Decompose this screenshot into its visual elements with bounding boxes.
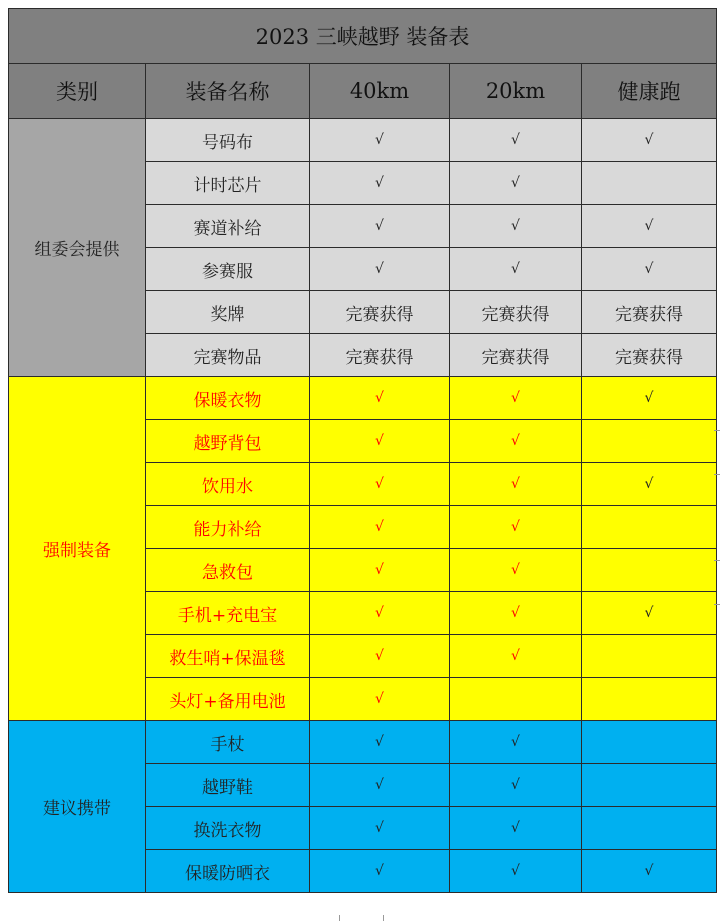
cell-fun-run	[582, 807, 717, 850]
cell-fun-run: 完赛获得	[582, 291, 717, 334]
cell-fun-run	[582, 506, 717, 549]
cell-20km: √	[450, 162, 582, 205]
cell-fun-run: √	[582, 119, 717, 162]
cell-40km: √	[310, 162, 450, 205]
cell-40km: √	[310, 549, 450, 592]
cell-20km: 完赛获得	[450, 334, 582, 377]
equipment-name-cell: 越野背包	[146, 420, 310, 463]
category-mandatory: 强制装备	[9, 377, 146, 721]
equipment-name-cell: 保暖防晒衣	[146, 850, 310, 893]
cell-fun-run: √	[582, 592, 717, 635]
cell-fun-run	[582, 420, 717, 463]
cell-fun-run	[582, 764, 717, 807]
equipment-name-cell: 保暖衣物	[146, 377, 310, 420]
equipment-table	[8, 8, 717, 893]
cell-40km: √	[310, 119, 450, 162]
gridline-mark	[714, 474, 720, 475]
cell-40km: √	[310, 420, 450, 463]
gridline-mark	[383, 915, 384, 921]
cell-fun-run	[582, 549, 717, 592]
equipment-name-cell: 救生哨+保温毯	[146, 635, 310, 678]
equipment-name-cell: 完赛物品	[146, 334, 310, 377]
cell-20km	[450, 678, 582, 721]
cell-20km: √	[450, 205, 582, 248]
cell-fun-run: √	[582, 377, 717, 420]
cell-fun-run: √	[582, 463, 717, 506]
equipment-name-cell: 饮用水	[146, 463, 310, 506]
cell-40km: √	[310, 248, 450, 291]
equipment-name-cell: 奖牌	[146, 291, 310, 334]
equipment-name-cell: 参赛服	[146, 248, 310, 291]
cell-fun-run: 完赛获得	[582, 334, 717, 377]
cell-20km: √	[450, 506, 582, 549]
cell-20km: √	[450, 764, 582, 807]
equipment-name-cell: 计时芯片	[146, 162, 310, 205]
cell-20km: √	[450, 635, 582, 678]
equipment-name-cell: 急救包	[146, 549, 310, 592]
cell-40km: √	[310, 807, 450, 850]
cell-40km: √	[310, 592, 450, 635]
equipment-name-cell: 越野鞋	[146, 764, 310, 807]
header-category: 类别	[9, 64, 146, 119]
cell-20km: √	[450, 420, 582, 463]
cell-40km: √	[310, 678, 450, 721]
cell-20km: √	[450, 248, 582, 291]
cell-40km: √	[310, 463, 450, 506]
equipment-name-cell: 头灯+备用电池	[146, 678, 310, 721]
cell-20km: 完赛获得	[450, 291, 582, 334]
equipment-name-cell: 号码布	[146, 119, 310, 162]
cell-20km: √	[450, 549, 582, 592]
header-20km: 20km	[450, 64, 582, 119]
gridline-mark	[339, 915, 340, 921]
equipment-name-cell: 能力补给	[146, 506, 310, 549]
cell-40km: √	[310, 506, 450, 549]
cell-fun-run: √	[582, 248, 717, 291]
category-suggested: 建议携带	[9, 721, 146, 893]
cell-40km: √	[310, 764, 450, 807]
header-40km: 40km	[310, 64, 450, 119]
cell-20km: √	[450, 592, 582, 635]
cell-fun-run	[582, 678, 717, 721]
equipment-name-cell: 赛道补给	[146, 205, 310, 248]
cell-40km: √	[310, 850, 450, 893]
cell-20km: √	[450, 721, 582, 764]
equipment-name-cell: 手机+充电宝	[146, 592, 310, 635]
cell-fun-run	[582, 162, 717, 205]
cell-40km: √	[310, 721, 450, 764]
cell-20km: √	[450, 119, 582, 162]
cell-40km: 完赛获得	[310, 291, 450, 334]
gridline-mark	[714, 560, 720, 561]
gridline-mark	[714, 430, 720, 431]
cell-20km: √	[450, 463, 582, 506]
equipment-name-cell: 手杖	[146, 721, 310, 764]
cell-40km: √	[310, 377, 450, 420]
cell-fun-run: √	[582, 850, 717, 893]
cell-fun-run	[582, 635, 717, 678]
table-title: 2023 三峡越野 装备表	[9, 9, 717, 64]
table-row	[9, 119, 717, 162]
cell-20km: √	[450, 807, 582, 850]
cell-40km: √	[310, 205, 450, 248]
cell-20km: √	[450, 377, 582, 420]
cell-fun-run	[582, 721, 717, 764]
gridline-mark	[714, 604, 720, 605]
header-fun-run: 健康跑	[582, 64, 717, 119]
cell-40km: 完赛获得	[310, 334, 450, 377]
cell-40km: √	[310, 635, 450, 678]
category-provided: 组委会提供	[9, 119, 146, 377]
header-equipment-name: 装备名称	[146, 64, 310, 119]
equipment-name-cell: 换洗衣物	[146, 807, 310, 850]
table-row	[9, 377, 717, 420]
cell-fun-run: √	[582, 205, 717, 248]
cell-20km: √	[450, 850, 582, 893]
table-row	[9, 721, 717, 764]
